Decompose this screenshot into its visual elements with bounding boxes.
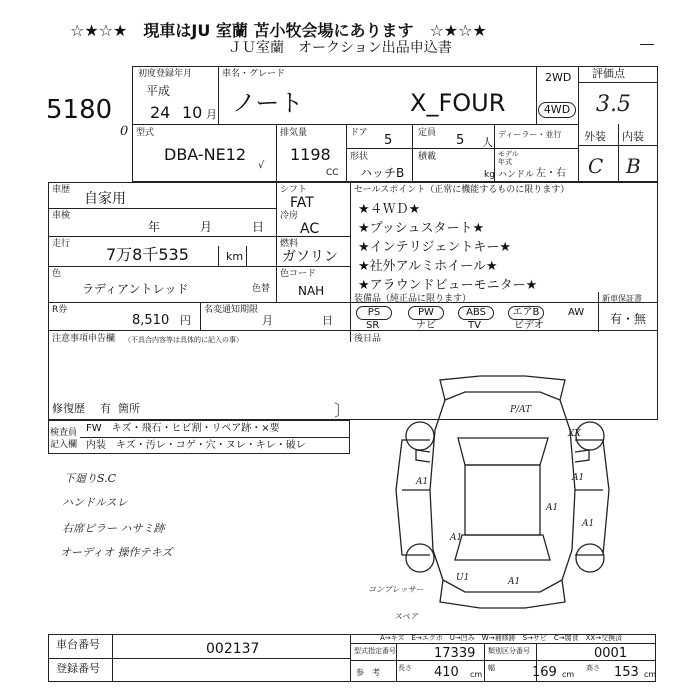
- mark-a1: A1: [416, 477, 429, 487]
- equipment-ps: PS: [356, 306, 392, 320]
- label-mileage: 走行: [52, 239, 71, 249]
- equipment-video: ビデオ: [514, 320, 544, 331]
- mark-xx: XX: [568, 429, 581, 439]
- reg-month-unit: 月: [206, 108, 217, 121]
- label-exterior: 外装: [584, 130, 606, 143]
- sales-point: ★プッシュスタート★: [358, 221, 485, 236]
- equipment-tv: TV: [468, 320, 481, 331]
- car-damage-diagram: [350, 340, 658, 630]
- rating-value: 3.5: [596, 92, 631, 117]
- label-recycle: R券: [52, 305, 68, 315]
- form-title: ＪＵ室蘭 オークション出品申込書: [228, 40, 452, 56]
- label-2wd: 2WD: [545, 71, 572, 84]
- inspection-day: 日: [252, 220, 265, 234]
- inspection-month: 月: [200, 220, 213, 234]
- width: 169: [532, 665, 557, 680]
- label-chassis-no: 車台番号: [56, 638, 100, 651]
- mileage: 7万8千535: [106, 245, 189, 264]
- front-bumper: [440, 376, 565, 400]
- category-no: 0001: [594, 646, 628, 661]
- label-door: ドア: [350, 128, 368, 138]
- length: 410: [434, 665, 459, 680]
- right-mirror: [575, 450, 589, 462]
- label-dealer: ディーラー・並行: [498, 130, 562, 139]
- mark-a1: A1: [572, 473, 585, 483]
- length-unit: cm: [470, 670, 483, 679]
- label-color-change: 色替: [252, 284, 271, 294]
- new-warranty-value: 有・無: [610, 312, 647, 326]
- sales-point: ★インテリジェントキー★: [358, 240, 512, 255]
- label-displacement: 排気量: [280, 128, 308, 138]
- left-mirror: [416, 450, 430, 462]
- label-4wd-circled: 4WD: [538, 102, 576, 118]
- label-cc: CC: [326, 168, 339, 178]
- label-handle: ハンドル: [498, 170, 535, 180]
- mark-a1: A1: [450, 533, 463, 543]
- car-grade: X_FOUR: [410, 89, 506, 117]
- label-shape: 形状: [350, 152, 369, 162]
- label-heisei: 平成: [146, 84, 171, 98]
- equipment-abs: ABS: [458, 306, 494, 320]
- handwritten-note: 右席ピラー ハサミ跡: [62, 522, 165, 535]
- label-load: 積載: [418, 152, 437, 162]
- label-type-designation: 型式指定番号: [354, 647, 396, 655]
- label-height: 高さ: [586, 664, 600, 672]
- label-entry: 記入欄: [50, 440, 78, 450]
- label-reg-no: 登録番号: [56, 662, 100, 675]
- sales-point: ★社外アルミホイール★: [358, 259, 498, 274]
- wheel-rear-left: [406, 544, 434, 572]
- label-new-warranty: 新車保証書: [602, 294, 642, 303]
- handwritten-note: 下廻りS.C: [64, 472, 117, 485]
- inspect-row-interior: 内装 キズ・汚レ・コゲ・穴・ヌレ・キレ・破レ: [86, 440, 306, 451]
- color: ラディアントレッド: [82, 282, 189, 296]
- label-shift: シフト: [280, 185, 308, 195]
- label-color: 色: [52, 269, 62, 279]
- deadline-month: 月: [262, 314, 273, 327]
- deadline-day: 日: [322, 314, 333, 327]
- repair-location: 箇所: [118, 402, 140, 415]
- interior-grade: B: [626, 154, 641, 178]
- right-side-panel: [575, 440, 609, 555]
- capacity: 5: [456, 133, 465, 148]
- shape: ハッチB: [360, 166, 405, 180]
- roof: [465, 465, 540, 535]
- exterior-grade: C: [588, 154, 604, 178]
- height: 153: [614, 665, 639, 680]
- label-yen: 円: [180, 314, 191, 327]
- mark-pat: P/AT: [510, 405, 532, 415]
- car-name: ノート: [232, 89, 304, 117]
- capacity-unit: 人: [482, 136, 493, 149]
- mark-compressor: コンプレッサー: [368, 585, 424, 594]
- equipment-pw: PW: [408, 306, 444, 320]
- label-km: km: [226, 250, 244, 263]
- doors: 5: [384, 133, 393, 148]
- label-interior: 内装: [622, 130, 644, 143]
- label-rating: 評価点: [592, 67, 625, 80]
- label-fuel: 燃料: [280, 239, 299, 249]
- label-capacity: 定員: [418, 128, 437, 138]
- windshield-rear: [455, 535, 550, 560]
- label-inspector: 検査員: [50, 428, 78, 438]
- label-name-change-deadline: 名変通知期限: [204, 305, 259, 315]
- mark-a1: A1: [508, 577, 521, 587]
- width-unit: cm: [562, 670, 575, 679]
- height-unit: cm: [644, 670, 657, 679]
- label-kg: kg: [484, 170, 495, 180]
- left-side-panel: [396, 440, 430, 555]
- label-length: 長さ: [398, 664, 412, 672]
- lot-mark: 0: [120, 124, 129, 139]
- repair-has: 有: [100, 402, 111, 415]
- mark-u1: U1: [456, 573, 470, 583]
- inspection-year: 年: [148, 220, 161, 234]
- label-inspection: 車検: [52, 211, 71, 221]
- handle-options: 左・右: [536, 168, 566, 179]
- rear-bumper: [440, 580, 565, 608]
- label-reference-1: 参 考: [356, 668, 380, 677]
- model-code: DBA-NE12: [164, 145, 247, 164]
- mark-a1: A1: [546, 503, 559, 513]
- label-first-reg: 初度登録年月: [138, 69, 193, 79]
- label-model: 型式: [136, 128, 155, 138]
- aircon: AC: [300, 221, 320, 237]
- equipment-aw: AW: [568, 307, 585, 318]
- remarks-note: （不具合内容等は具体的に記入の事）: [124, 336, 243, 344]
- wheel-front-left: [406, 422, 434, 450]
- handwritten-note: ハンドルスレ: [62, 496, 128, 509]
- equipment-airbag: エアB: [508, 306, 544, 320]
- color-code: NAH: [298, 284, 325, 298]
- label-repair-history: 修復歴: [52, 402, 85, 415]
- label-equipment: 装備品（純正品に限ります）: [354, 294, 472, 304]
- label-rear: 後日品: [354, 334, 382, 344]
- damage-legend: A→キズ E→エクボ U→凹み W→補修跡 S→サビ C→腐食 XX→交換済: [380, 634, 623, 642]
- label-history: 車歴: [52, 185, 71, 195]
- equipment-navi: ナビ: [416, 320, 436, 331]
- handwritten-note: オーディオ 操作テキズ: [60, 546, 173, 559]
- shift: FAT: [290, 195, 314, 211]
- label-category-no: 類別区分番号: [488, 647, 530, 655]
- label-sales-points: セールスポイント（正常に機能するものに限ります）: [354, 185, 570, 195]
- mark-spare: スペア: [394, 612, 418, 621]
- displacement: 1198: [290, 145, 331, 164]
- reg-year: 24: [150, 103, 171, 122]
- sales-point: ★アラウンドビューモニター★: [358, 278, 538, 293]
- history: 自家用: [84, 191, 126, 207]
- wheel-rear-right: [576, 544, 604, 572]
- label-color-code: 色コード: [280, 269, 317, 279]
- recycle-fee: 8,510: [132, 313, 170, 328]
- sales-point: ★４ＷＤ★: [358, 202, 421, 217]
- label-car-name-grade: 車名・グレード: [222, 69, 286, 79]
- type-designation-no: 17339: [434, 646, 476, 661]
- equipment-sr: SR: [366, 320, 380, 331]
- car-body-outline: [430, 392, 575, 592]
- fuel: ガソリン: [282, 249, 338, 265]
- chassis-no: 002137: [206, 641, 260, 657]
- label-aircon: 冷房: [280, 211, 299, 221]
- label-remarks: 注意事項申告欄: [52, 334, 116, 344]
- label-model-year: モデル 年式: [498, 150, 519, 166]
- mark-a1: A1: [582, 519, 595, 529]
- lot-number: 5180: [46, 95, 113, 125]
- label-width: 幅: [488, 664, 495, 672]
- inspect-row-exterior: FW キズ・飛石・ヒビ割・リペア跡・×要: [86, 423, 280, 434]
- reg-month: 10: [182, 103, 203, 122]
- banner-text: ☆★☆★ 現車はJU 室蘭 苫小牧会場にあります ☆★☆★: [70, 21, 487, 40]
- windshield-front: [458, 438, 548, 465]
